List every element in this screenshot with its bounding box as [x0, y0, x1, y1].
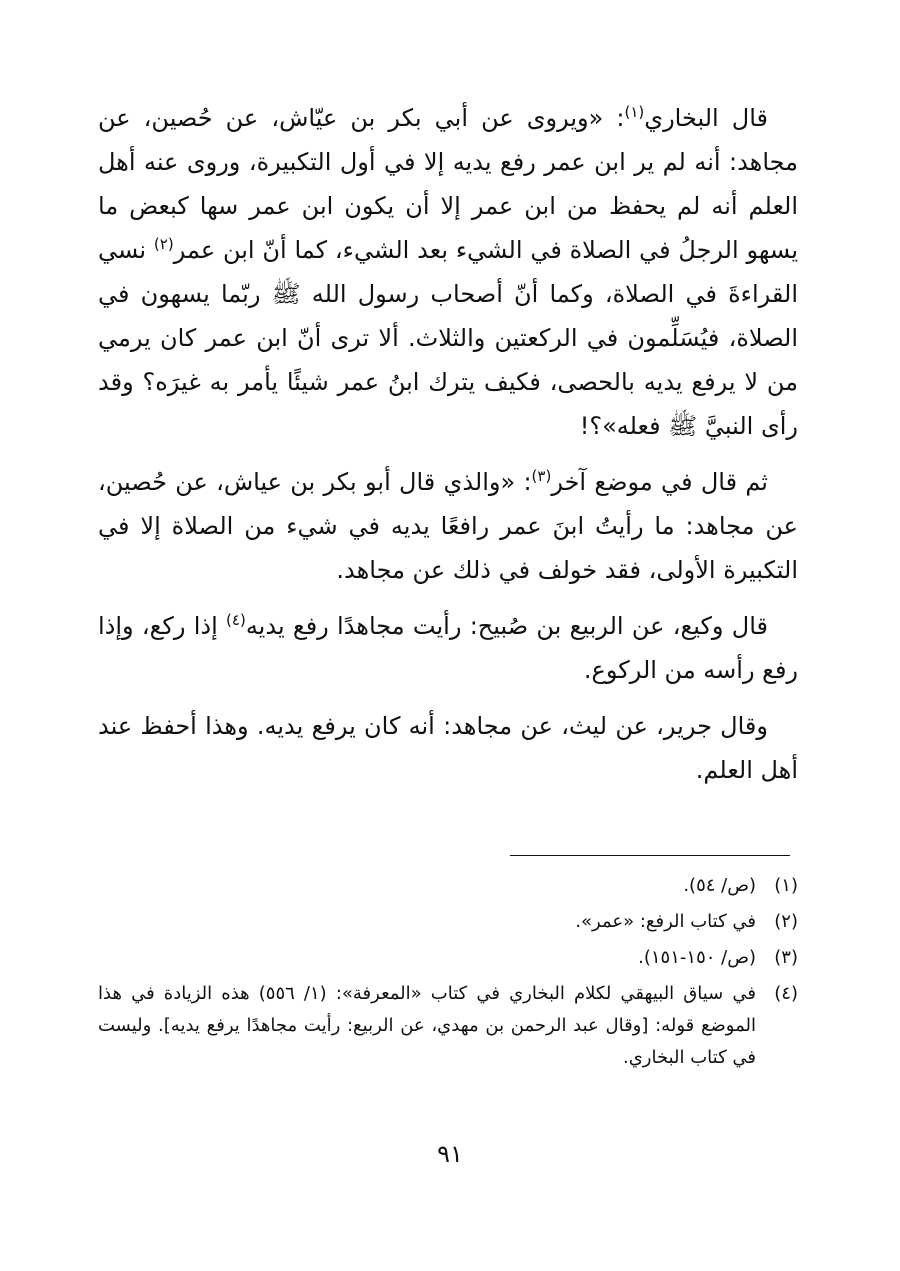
footnote-text: (ص/ ١٥٠-١٥١).: [638, 947, 756, 968]
footnote-number: (٣): [774, 947, 798, 968]
paragraph-4: [98, 704, 798, 792]
footnote-number: (٢): [774, 911, 798, 932]
footnote-number: (٤): [774, 983, 798, 1004]
footnote-separator: [510, 855, 790, 856]
footnotes: [98, 870, 798, 1078]
paragraph-2: [98, 460, 798, 592]
footnote-1: [98, 870, 798, 902]
paragraph-text: نسي القراءةَ في الصلاة، وكما أنّ أصحاب رسول الله ﷺ ربّما يسهون في الصلاة، فيُسَلِّمون في الركعتين والثلاث. ألا ترى أنّ ابن عمر كان يرمي من لا يرفع يديه بالحصى، فكيف يترك ابنُ عمر شيئًا يأمر به غيرَه؟ وقد رأى النبيَّ ﷺ فعله»؟!: [98, 236, 798, 440]
paragraph-3: [98, 604, 798, 692]
paragraph-text: إذا ركع، وإذا رفع رأسه من الركوع.: [98, 612, 798, 684]
paragraph-text: ثم قال في موضع آخر: [551, 468, 768, 496]
paragraph-text: قال وكيع، عن الربيع بن صُبيح: رأيت مجاهدًا رفع يديه: [245, 612, 768, 640]
footnote-ref-3: (٣): [531, 467, 552, 485]
paragraph-text: : «ويروى عن أبي بكر بن عيّاش، عن حُصين، عن مجاهد: أنه لم ير ابن عمر رفع يديه إلا في أول التكبيرة، وروى عنه أهل العلم أنه لم يحفظ من ابن عمر إلا أن يكون ابن عمر سها كبعض ما يسهو الرجلُ في الصلاة في الشيء بعد الشيء، كما أنّ ابن عمر: [98, 104, 799, 264]
footnote-text: في سياق البيهقي لكلام البخاري في كتاب «المعرفة»: (١/ ٥٥٦) هذه الزيادة في هذا الموضع قوله: [وقال عبد الرحمن بن مهدي، عن الربيع: رأيت مجاهدًا يرفع يديه]. وليست في كتاب البخاري.: [98, 983, 756, 1068]
footnote-text: (ص/ ٥٤).: [683, 875, 756, 896]
paragraph-text: : «والذي قال أبو بكر بن عياش، عن حُصين، عن مجاهد: ما رأيتُ ابنَ عمر رافعًا يديه في شيء من الصلاة إلا في التكبيرة الأولى، فقد خولف في ذلك عن مجاهد.: [98, 468, 798, 584]
footnote-2: [98, 906, 798, 938]
footnote-ref-4: (٤): [226, 611, 246, 629]
footnote-4: [98, 978, 798, 1074]
footnote-ref-2: (٢): [153, 235, 174, 253]
paragraph-text: قال البخاري: [644, 104, 768, 132]
footnote-text: في كتاب الرفع: «عمر».: [575, 911, 756, 932]
paragraph-text: وقال جرير، عن ليث، عن مجاهد: أنه كان يرفع يديه. وهذا أحفظ عند أهل العلم.: [98, 712, 798, 784]
page-number: ٩١: [437, 1140, 463, 1168]
footnote-3: [98, 942, 798, 974]
footnote-number: (١): [774, 875, 798, 896]
main-text: [98, 96, 798, 804]
paragraph-1: [98, 96, 798, 448]
footnote-ref-1: (١): [624, 103, 645, 121]
